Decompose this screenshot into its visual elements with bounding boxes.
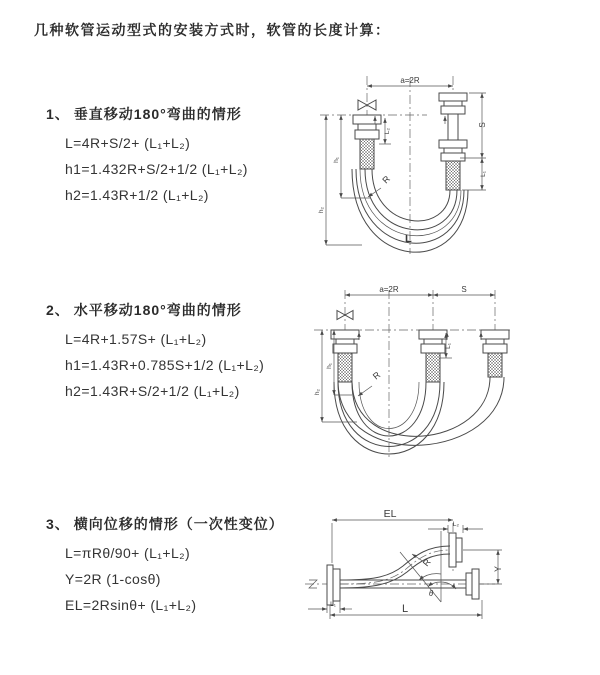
formula-EL: EL=2Rsinθ+ (L₁+L₂) — [65, 597, 197, 613]
label-h2: h₂ — [314, 388, 321, 396]
label-S: S — [461, 285, 467, 294]
label-a2R: a=2R — [379, 285, 399, 294]
section-3-formulas — [46, 545, 284, 613]
section-number: 1、 — [46, 106, 70, 122]
section-1-heading — [46, 104, 248, 124]
section-3 — [46, 514, 284, 623]
formula-h2: h2=1.43R+S/2+1/2 (L₁+L₂) — [65, 383, 240, 399]
hose-fittings — [331, 330, 509, 382]
section-1 — [46, 104, 248, 213]
label-L2: L₂ — [384, 127, 391, 135]
formula-L: L=4R+1.57S+ (L₁+L₂) — [65, 331, 207, 347]
page-title: 几种软管运动型式的安装方式时，软管的长度计算： — [34, 22, 391, 38]
formula-h2: h2=1.43R+1/2 (L₁+L₂) — [65, 187, 209, 203]
formula-h1: h1=1.432R+S/2+1/2 (L₁+L₂) — [65, 161, 248, 177]
label-L1: L₁ — [445, 343, 452, 349]
label-a2R: a=2R — [400, 76, 420, 85]
section-heading-text: 横向位移的情形（一次性变位） — [73, 516, 284, 532]
dimension-L1 — [462, 158, 487, 190]
label-L-bottom: L — [405, 233, 412, 245]
label-h2: h₂ — [318, 206, 325, 214]
section-3-heading — [46, 514, 284, 534]
diagram-1-svg — [312, 68, 572, 256]
dimension-L — [330, 600, 482, 619]
diagram-lateral-displacement — [300, 505, 600, 645]
label-L1: L₁ — [330, 601, 336, 608]
radius-callout — [358, 369, 383, 396]
formula-h1: h1=1.43R+0.785S+1/2 (L₁+L₂) — [65, 357, 265, 373]
section-2-heading — [46, 300, 264, 320]
section-1-formulas — [46, 135, 248, 203]
diagram-3-svg — [300, 505, 600, 645]
diagram-vertical-bend — [312, 68, 572, 256]
dimension-S — [433, 285, 495, 295]
dimension-L2 — [428, 521, 483, 533]
label-R: R — [380, 173, 393, 186]
label-S: S — [478, 122, 487, 128]
section-number: 3、 — [46, 516, 70, 532]
section-number: 2、 — [46, 302, 70, 318]
hose-curve — [340, 546, 450, 588]
label-h1: h₁ — [333, 157, 340, 163]
formula-L: L=4R+S/2+ (L₁+L₂) — [65, 135, 191, 151]
flanges — [327, 533, 479, 605]
section-2-formulas — [46, 331, 264, 399]
hose-loops — [334, 377, 504, 454]
label-L2: L₂ — [452, 521, 460, 528]
section-2 — [46, 300, 264, 409]
dimension-a2R — [345, 285, 433, 295]
diagram-horizontal-bend — [312, 282, 600, 462]
label-h1: h₁ — [326, 363, 333, 369]
label-theta: θ — [428, 589, 434, 598]
dimension-a2R — [367, 76, 453, 86]
formula-L: L=πRθ/90+ (L₁+L₂) — [65, 545, 191, 561]
label-EL: EL — [383, 508, 397, 520]
dimension-EL — [332, 508, 453, 563]
label-L1: L₁ — [480, 171, 487, 177]
section-heading-text: 垂直移动180°弯曲的情形 — [73, 106, 242, 122]
label-R: R — [370, 369, 383, 382]
diagram-2-svg — [312, 282, 600, 462]
label-L-bottom: L — [402, 603, 409, 615]
label-Y: Y — [493, 565, 503, 573]
radius-callout — [368, 173, 392, 197]
section-heading-text: 水平移动180°弯曲的情形 — [73, 302, 242, 318]
label-R: R — [420, 556, 433, 569]
formula-Y: Y=2R (1-cosθ) — [65, 571, 161, 587]
